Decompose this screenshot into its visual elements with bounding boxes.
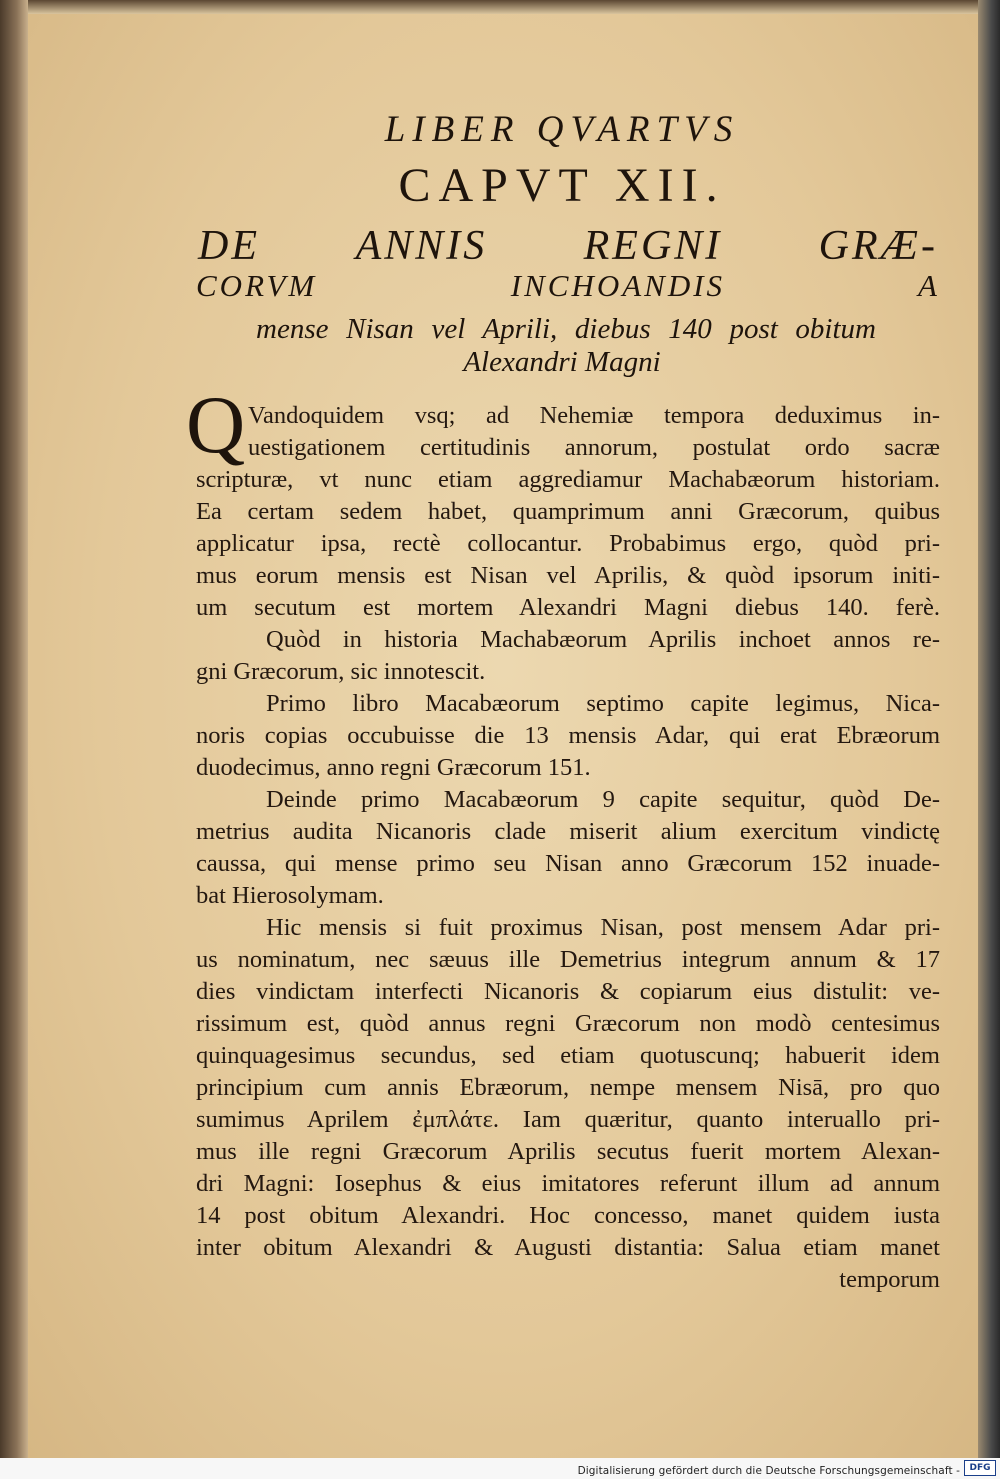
text-line: inter obitum Alexandri & Augusti distantia: Salua etiam manet [196, 1234, 940, 1261]
chapter-title-line-4: Alexandri Magni [463, 346, 661, 378]
catchword: temporum [839, 1266, 940, 1293]
running-head: LIBER QVARTVS [384, 109, 740, 150]
text-line: Deinde primo Macabæorum 9 capite sequitur, quòd De- [266, 786, 940, 813]
text-line: metrius audita Nicanoris clade miserit alium exercitum vindictę [196, 818, 940, 845]
page-right-edge [978, 0, 1000, 1460]
text-line: Ea certam sedem habet, quamprimum anni Græcorum, quibus [196, 498, 940, 525]
text-line: mus ille regni Græcorum Aprilis secutus fuerit mortem Alexan- [196, 1138, 940, 1165]
text-line: dies vindictam interfecti Nicanoris & copiarum eius distulit: ve- [196, 978, 940, 1005]
text-line: Primo libro Macabæorum septimo capite legimus, Nica- [266, 690, 940, 717]
text-line: us nominatum, nec sæuus ille Demetrius integrum annum & 17 [196, 946, 940, 973]
chapter-title-line-3: mense Nisan vel Aprili, diebus 140 post obitum [256, 313, 876, 345]
text-line: Hic mensis si fuit proximus Nisan, post mensem Adar pri- [266, 914, 940, 941]
drop-cap: Q [186, 379, 246, 470]
footer-credit: Digitalisierung gefördert durch die Deutsche Forschungsgemeinschaft - [577, 1465, 960, 1477]
text-line: dri Magni: Iosephus & eius imitatores referunt illum ad annum [196, 1170, 940, 1197]
text-line: duodecimus, anno regni Græcorum 151. [196, 754, 591, 781]
dfg-logo: DFG [964, 1460, 996, 1476]
chapter-title-line-1: DE ANNIS REGNI GRÆ- [198, 223, 938, 269]
text-line: Quòd in historia Machabæorum Aprilis inchoet annos re- [266, 626, 940, 653]
text-line: sumimus Aprilem ἐμπλάτε. Iam quæritur, quanto interuallo pri- [196, 1106, 940, 1133]
text-line: scripturæ, vt nunc etiam aggrediamur Machabæorum historiam. [196, 466, 940, 493]
text-line: um secutum est mortem Alexandri Magni diebus 140. ferè. [196, 594, 940, 621]
chapter-title-line-2: CORVM INCHOANDIS A [196, 268, 940, 303]
text-line: Vandoquidem vsq; ad Nehemiæ tempora deduximus in- [248, 402, 940, 429]
chapter-heading: CAPVT XII. [398, 159, 726, 212]
text-line: noris copias occubuisse die 13 mensis Adar, qui erat Ebræorum [196, 722, 940, 749]
text-line: gni Græcorum, sic innotescit. [196, 658, 486, 685]
text-line: uestigationem certitudinis annorum, postulat ordo sacræ [248, 434, 940, 461]
text-line: principium cum annis Ebræorum, nempe mensem Nisā, pro quo [196, 1074, 940, 1101]
page-top-edge [0, 0, 1000, 14]
book-binding-edge [0, 0, 28, 1460]
text-line: mus eorum mensis est Nisan vel Aprilis, & quòd ipsorum initi- [196, 562, 940, 589]
text-line: rissimum est, quòd annus regni Græcorum non modò centesimus [196, 1010, 940, 1037]
text-line: applicatur ipsa, rectè collocantur. Probabimus ergo, quòd pri- [196, 530, 940, 557]
text-line: 14 post obitum Alexandri. Hoc concesso, manet quidem iusta [196, 1202, 940, 1229]
text-line: caussa, qui mense primo seu Nisan anno Græcorum 152 inuade- [196, 850, 940, 877]
text-line: bat Hierosolymam. [196, 882, 384, 909]
footer-bar [0, 1458, 1000, 1479]
text-line: quinquagesimus secundus, sed etiam quotuscunq; habuerit idem [196, 1042, 940, 1069]
